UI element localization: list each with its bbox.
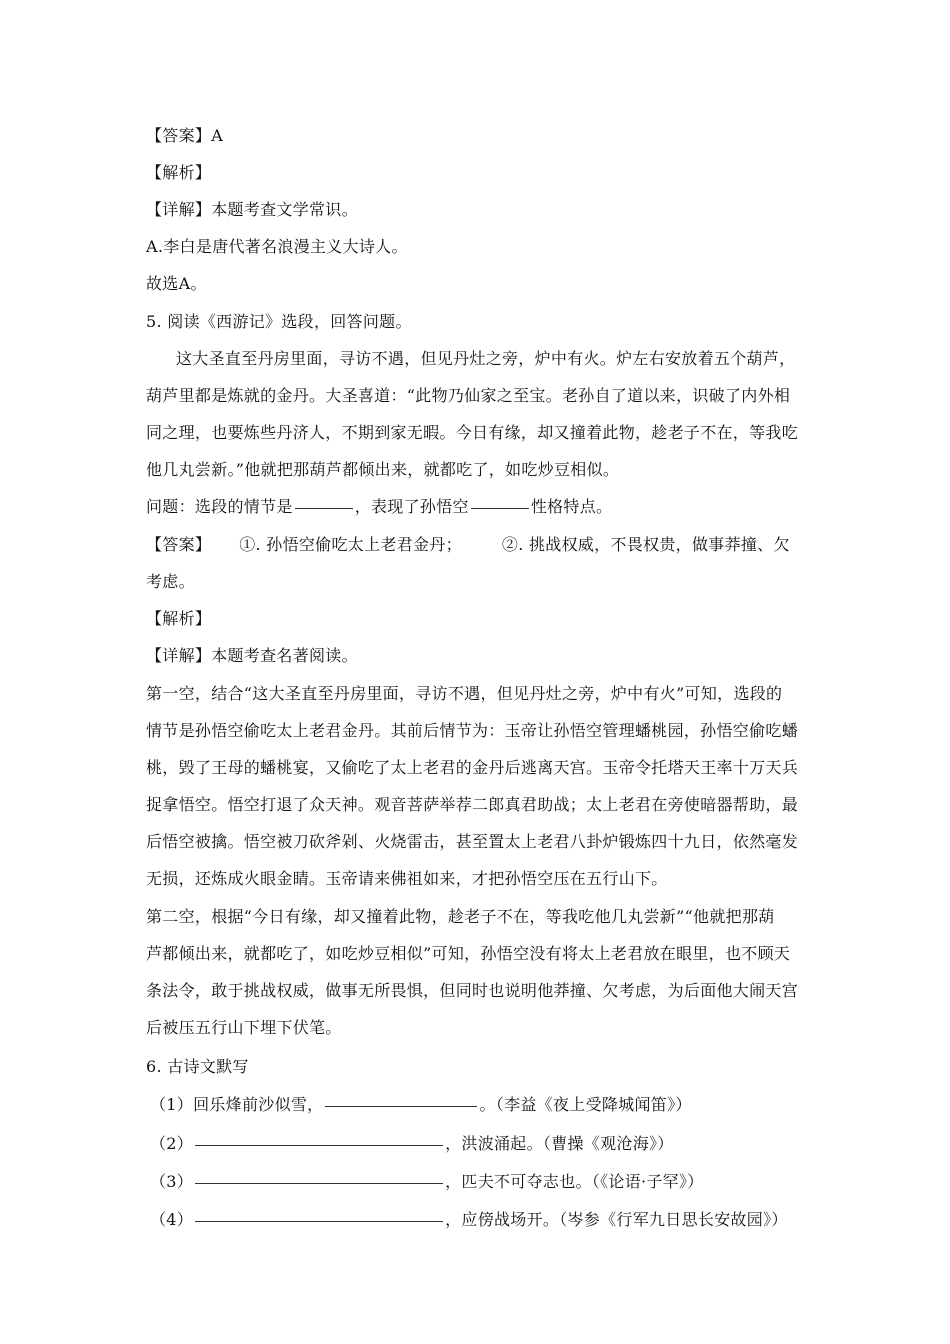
q4-explain: A.李白是唐代著名浪漫主义大诗人。 [146, 237, 408, 256]
q5-detail: 【详解】本题考查名著阅读。 [146, 646, 358, 665]
q6-item-1-tail: 。（李益《夜上受降城闻笛》） [479, 1095, 692, 1114]
q5-question-end: 性格特点。 [530, 497, 613, 516]
q4-analysis-label: 【解析】 [146, 163, 212, 182]
q6-item-4-tail: ，应傍战场开。（岑参《行军九日思长安故园》） [445, 1210, 788, 1229]
q6-item-4 [150, 1210, 830, 1230]
q6-item-3 [150, 1172, 830, 1192]
q4-answer: 【答案】A [146, 126, 224, 145]
q5-para2-line: 后被压五行山下埋下伏笔。 [146, 1018, 342, 1037]
q5-para1-line: 桃，毁了王母的蟠桃宴，又偷吃了太上老君的金丹后逃离天宫。玉帝令托塔天王率十万天兵 [146, 758, 799, 777]
answer-blank [195, 1220, 443, 1222]
q5-para1-line: 第一空，结合“这大圣直至丹房里面，寻访不遇，但见丹灶之旁，炉中有火”可知，选段的 [146, 684, 783, 703]
q5-answer-2: ②. 挑战权威，不畏权贵，做事莽撞、欠 [501, 535, 790, 554]
q6-item-1-lead: （1）回乐烽前沙似雪， [150, 1095, 324, 1114]
q5-para2-line: 第二空，根据“今日有缘，却又撞着此物，趁老子不在，等我吃他几丸尝新”“他就把那葫 [146, 907, 775, 926]
q6-item-3-tail: ，匹夫不可夺志也。（《论语·子罕》） [445, 1172, 704, 1191]
q5-analysis-label: 【解析】 [146, 609, 212, 628]
q5-para1-line: 后悟空被擒。悟空被刀砍斧剁、火烧雷击，甚至置太上老君八卦炉锻炼四十九日，依然毫发 [146, 832, 799, 851]
q4-detail: 【详解】本题考查文学常识。 [146, 200, 358, 219]
q5-passage-line: 他几丸尝新。”他就把那葫芦都倾出来，就都吃了，如吃炒豆相似。 [146, 460, 620, 479]
answer-blank [195, 1144, 443, 1146]
q5-para1-line: 情节是孙悟空偷吃太上老君金丹。其前后情节为：玉帝让孙悟空管理蟠桃园，孙悟空偷吃蟠 [146, 721, 799, 740]
answer-blank [295, 507, 353, 509]
q6-item-3-lead: （3） [150, 1172, 194, 1191]
q5-question [146, 497, 826, 517]
q5-passage-line: 这大圣直至丹房里面，寻访不遇，但见丹灶之旁，炉中有火。炉左右安放着五个葫芦， [176, 349, 796, 368]
answer-blank [195, 1182, 443, 1184]
q6-item-4-lead: （4） [150, 1210, 194, 1229]
q5-para1-line: 捉拿悟空。悟空打退了众天神。观音菩萨举荐二郎真君助战；太上老君在旁使暗器帮助，最 [146, 795, 799, 814]
q6-title: 6. 古诗文默写 [146, 1057, 249, 1076]
q6-item-1 [150, 1095, 830, 1115]
q6-item-2 [150, 1134, 830, 1154]
q5-passage-line: 同之理，也要炼些丹济人，不期到家无暇。今日有缘，却又撞着此物，趁老子不在，等我吃 [146, 423, 799, 442]
q5-answer [146, 535, 826, 555]
q5-answer-label: 【答案】 [146, 535, 212, 554]
q5-question-start: 问题：选段的情节是 [146, 497, 293, 516]
q5-para2-line: 条法令，敢于挑战权威，做事无所畏惧，但同时也说明他莽撞、欠考虑，为后面他大闹天宫 [146, 981, 799, 1000]
q6-item-2-lead: （2） [150, 1134, 194, 1153]
q6-item-2-tail: ，洪波涌起。（曹操《观沧海》） [445, 1134, 674, 1153]
answer-blank [471, 507, 529, 509]
q5-answer-continued: 考虑。 [146, 572, 195, 591]
q5-para2-line: 芦都倾出来，就都吃了，如吃炒豆相似”可知，孙悟空没有将太上老君放在眼里，也不顾天 [146, 944, 791, 963]
q5-question-mid: ，表现了孙悟空 [354, 497, 469, 516]
q5-passage-line: 葫芦里都是炼就的金丹。大圣喜道：“此物乃仙家之至宝。老孙自了道以来，识破了内外相 [146, 386, 791, 405]
q5-para1-line: 无损，还炼成火眼金睛。玉帝请来佛祖如来，才把孙悟空压在五行山下。 [146, 869, 668, 888]
q5-answer-1: ①. 孙悟空偷吃太上老君金丹； [239, 535, 462, 554]
q5-title: 5. 阅读《西游记》选段，回答问题。 [146, 312, 412, 331]
q4-conclusion: 故选A。 [146, 274, 207, 293]
answer-blank [325, 1105, 477, 1107]
